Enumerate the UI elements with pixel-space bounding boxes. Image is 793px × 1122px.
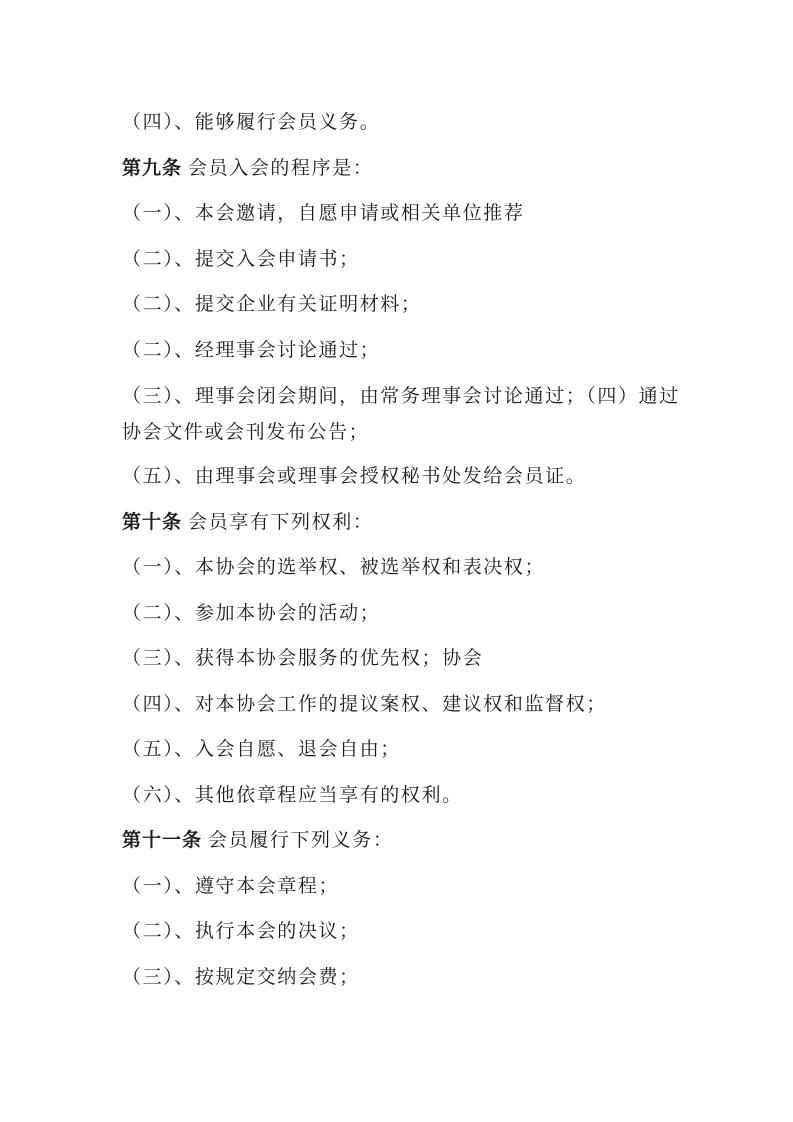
- article-number: 第十一条: [122, 829, 203, 851]
- list-item: （三）、理事会闭会期间，由常务理事会讨论通过；（四）通过协会文件或会刊发布公告；: [122, 385, 680, 443]
- article-title: 会员履行下列义务：: [208, 829, 394, 851]
- article-heading-10: [122, 500, 682, 546]
- list-item: （二）、参加本协会的活动；: [122, 601, 381, 624]
- list-item: （五）、入会自愿、退会自由；: [122, 738, 401, 760]
- list-item: （三）、按规定交纳会费；: [122, 965, 360, 988]
- article-title: 会员享有下列权利：: [188, 510, 374, 533]
- list-item: （四）、能够履行会员义务。: [122, 111, 381, 133]
- list-item: （二）、提交企业有关证明材料；: [122, 293, 422, 315]
- list-item: （六）、其他依章程应当享有的权利。: [122, 783, 463, 806]
- list-item: （四）、对本协会工作的提议案权、建议权和监督权；: [122, 692, 607, 715]
- list-item: （五）、由理事会或理事会授权秘书处发给会员证。: [122, 465, 587, 487]
- article-number: 第十条: [122, 510, 183, 533]
- list-item: （一）、遵守本会章程；: [122, 874, 340, 897]
- article-title: 会员入会的程序是：: [188, 156, 374, 179]
- list-item: （三）、获得本协会服务的优先权；协会: [122, 647, 484, 669]
- article-heading-11: [122, 818, 682, 864]
- list-item: （二）、执行本会的决议；: [122, 920, 360, 942]
- list-item: （一）、本会邀请，自愿申请或相关单位推荐: [122, 202, 525, 224]
- list-item: （一）、本协会的选举权、被选举权和表决权；: [122, 556, 546, 578]
- list-item: （二）、提交入会申请书；: [122, 247, 360, 270]
- article-heading-9: [122, 146, 682, 192]
- document-body: [122, 100, 682, 1000]
- article-number: 第九条: [122, 156, 183, 179]
- list-item: （二）、经理事会讨论通过；: [122, 338, 381, 361]
